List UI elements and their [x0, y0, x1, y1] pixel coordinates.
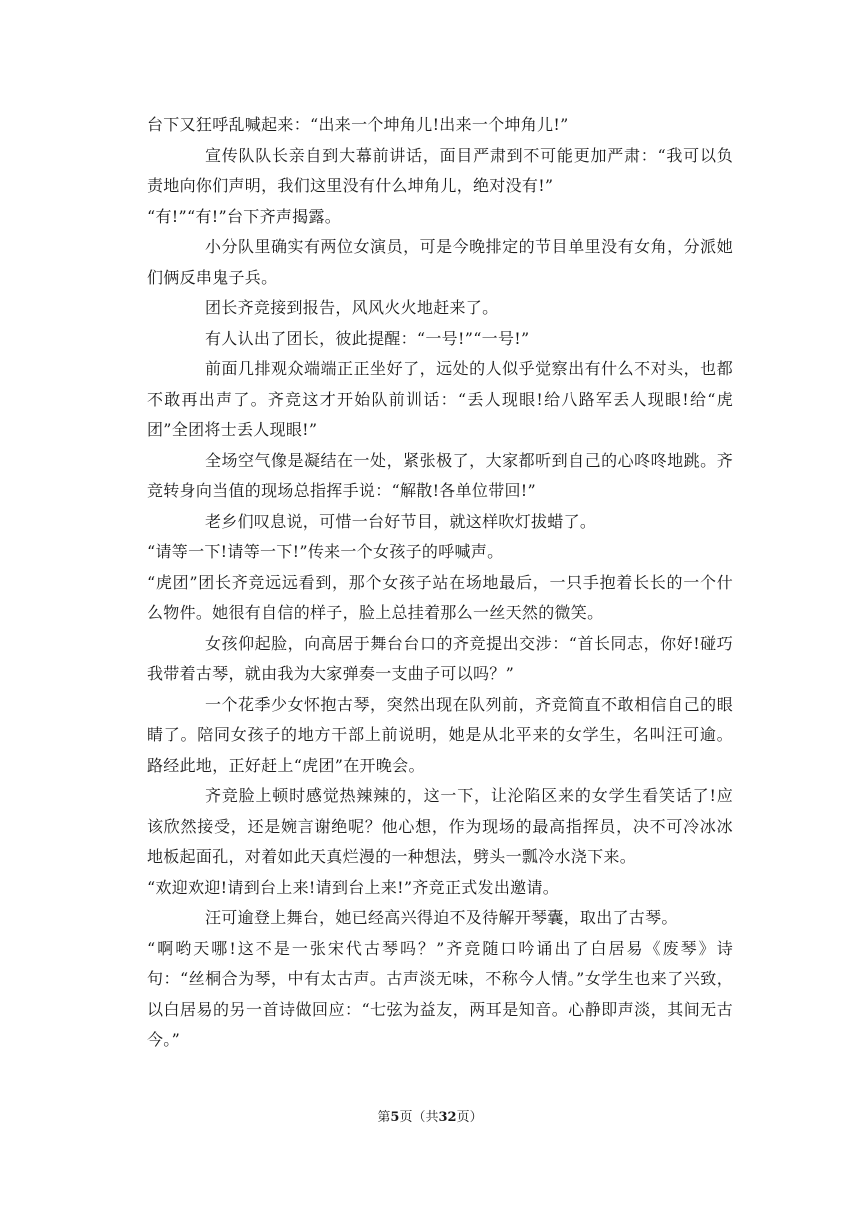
paragraph: “啊哟天哪!这不是一张宋代古琴吗？”齐竞随口吟诵出了白居易《废琴》诗句：“丝桐合为琴，中有太古声。古声淡无味，不称今人情。”女学生也来了兴致，以白居易的另一首诗做回应：“七弦为益友，两耳是知音。心静即声淡，其间无古今。” — [147, 938, 733, 1049]
footer-total-pages: 32 — [438, 1110, 457, 1125]
footer-middle: 页（共 — [399, 1110, 439, 1125]
paragraph: 汪可逾登上舞台，她已经高兴得迫不及待解开琴囊，取出了古琴。 — [205, 908, 678, 927]
paragraph: 老乡们叹息说，可惜一台好节目，就这样吹灯拔蜡了。 — [205, 511, 597, 531]
paragraph: “请等一下!请等一下!”传来一个女孩子的呼喊声。 — [147, 542, 504, 561]
paragraph: “有!”“有!”台下齐声揭露。 — [147, 206, 342, 226]
paragraph: 全场空气像是凝结在一处，紧张极了，大家都听到自己的心咚咚地跳。齐竞转身向当值的现场总指挥手说：“解散!各单位带回!” — [147, 450, 733, 500]
paragraph: “欢迎欢迎!请到台上来!请到台上来!”齐竞正式发出邀请。 — [147, 877, 560, 897]
paragraph: “虎团”团长齐竞远远看到，那个女孩子站在场地最后，一只手抱着长长的一个什么物件。她很有自信的样子，脸上总挂着那么一丝天然的微笑。 — [147, 572, 733, 622]
footer-prefix: 第 — [377, 1110, 391, 1125]
page-footer — [0, 1109, 860, 1127]
paragraph: 女孩仰起脸，向高居于舞台台口的齐竞提出交涉：“首长同志，你好!碰巧我带着古琴，就由我为大家弹奏一支曲子可以吗？” — [147, 633, 733, 683]
paragraph: 有人认出了团长，彼此提醒：“一号!”“一号!” — [205, 328, 530, 348]
body-text — [147, 110, 733, 1056]
footer-page-number: 5 — [390, 1110, 400, 1125]
paragraph: 台下又狂呼乱喊起来：“出来一个坤角儿!出来一个坤角儿!” — [147, 115, 569, 134]
footer-suffix: 页） — [456, 1110, 483, 1125]
paragraph: 一个花季少女怀抱古琴，突然出现在队列前，齐竞简直不敢相信自己的眼睛了。陪同女孩子的地方干部上前说明，她是从北平来的女学生，名叫汪可逾。路经此地，正好赶上“虎团”在开晚会。 — [147, 694, 733, 775]
paragraph: 团长齐竞接到报告，风风火火地赶来了。 — [205, 298, 499, 317]
paragraph: 齐竞脸上顿时感觉热辣辣的，这一下，让沦陷区来的女学生看笑话了!应该欣然接受，还是婉言谢绝呢？他心想，作为现场的最高指挥员，决不可冷冰冰地板起面孔，对着如此天真烂漫的一种想法，劈头一瓢冷水浇下来。 — [147, 786, 733, 866]
paragraph: 前面几排观众端端正正坐好了，远处的人似乎觉察出有什么不对头，也都不敢再出声了。齐竞这才开始队前训话：“丢人现眼!给八路军丢人现眼!给“虎团”全团将士丢人现眼!” — [147, 359, 733, 439]
paragraph: 小分队里确实有两位女演员，可是今晚排定的节目单里没有女角，分派她们俩反串鬼子兵。 — [147, 237, 733, 287]
paragraph: 宣传队队长亲自到大幕前讲话，面目严肃到不可能更加严肃：“我可以负责地向你们声明，我们这里没有什么坤角儿，绝对没有!” — [147, 145, 733, 195]
